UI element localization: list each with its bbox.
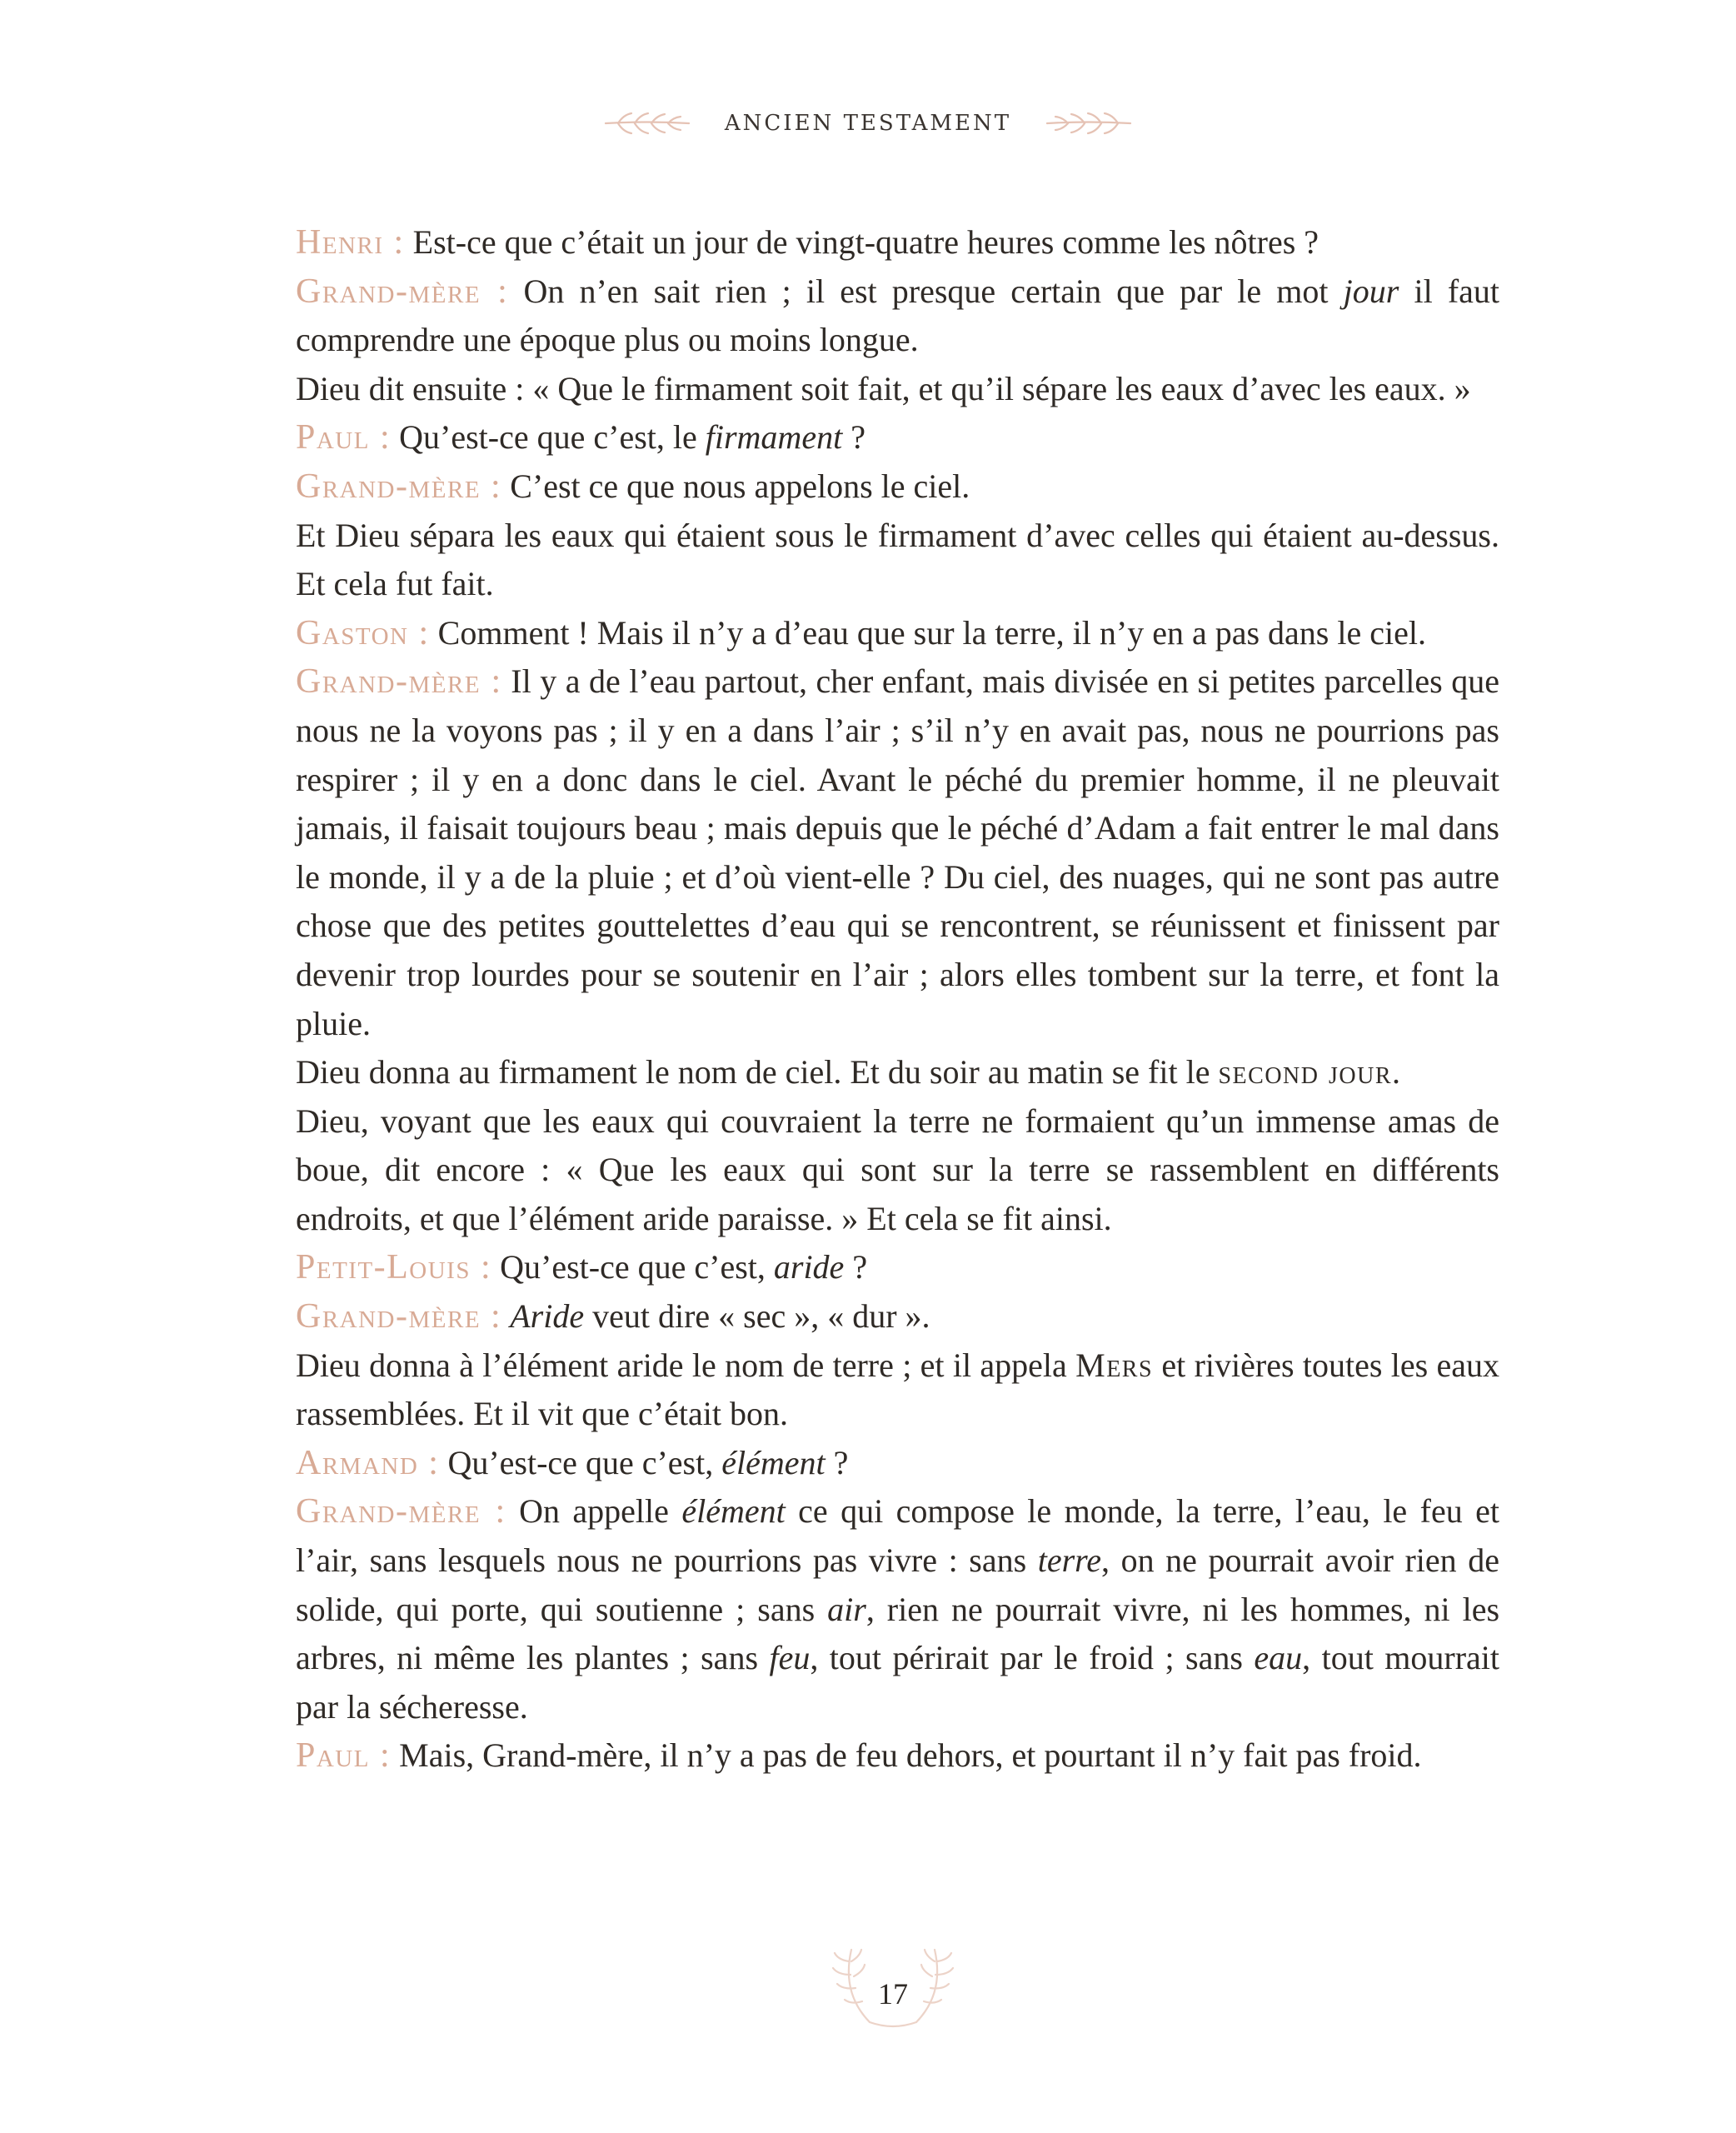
speaker-name: Paul : <box>296 1736 392 1776</box>
italic-term: aride <box>773 1248 845 1286</box>
text-segment: Qu’est-ce que c’est, le <box>391 418 706 457</box>
dialogue-text-block <box>296 218 1499 1781</box>
italic-term: air <box>827 1590 866 1628</box>
dialogue-line <box>296 413 1499 462</box>
narration-paragraph <box>296 365 1499 414</box>
text-segment: On n’en sait rien ; il est presque certain que par le mot <box>508 272 1344 310</box>
text-segment: . <box>1392 1053 1400 1091</box>
dialogue-line <box>296 1439 1499 1488</box>
dialogue-line <box>296 657 1499 1048</box>
text-segment: , rien ne pourrait vivre, ni les hommes, ni les arbres, ni même les plantes ; sans <box>296 1590 1500 1677</box>
dialogue-line <box>296 267 1499 365</box>
text-segment: On appelle <box>506 1492 682 1531</box>
speaker-name: Grand-mère : <box>296 1492 506 1531</box>
italic-term: terre <box>1037 1541 1102 1580</box>
speaker-name: Grand-mère : <box>296 1297 502 1336</box>
text-segment: Comment ! Mais il n’y a d’eau que sur la terre, il n’y en a pas dans le ciel. <box>429 613 1426 652</box>
leaf-sprig-left-icon <box>601 107 693 140</box>
italic-term: feu <box>769 1639 811 1677</box>
narration-paragraph <box>296 1341 1499 1439</box>
text-segment: , tout mourrait par la sécheresse. <box>296 1639 1500 1726</box>
dialogue-line <box>296 462 1499 512</box>
dialogue-line <box>296 1731 1499 1781</box>
text-segment: , on ne pourrait avoir rien de solide, qui porte, qui soutienne ; sans <box>296 1541 1499 1628</box>
text-segment: Est-ce que c’était un jour de vingt-quatre heures comme les nôtres ? <box>404 223 1319 261</box>
text-segment: Dieu, voyant que les eaux qui couvraient la terre ne formaient qu’un immense amas de boue, dit encore : « Que les eaux qui sont sur la terre se rassemblent en différents endroits, et que l’élément aride paraisse. » Et cela se fit ainsi. <box>296 1101 1499 1237</box>
text-segment <box>501 1297 510 1335</box>
text-segment: il faut comprendre une époque plus ou moins longue. <box>296 272 1500 359</box>
speaker-name: Grand-mère : <box>296 467 502 506</box>
text-segment: Dieu donna au firmament le nom de ciel. Et du soir au matin se fit le <box>296 1053 1219 1091</box>
speaker-name: Gaston : <box>296 613 430 652</box>
narration-paragraph <box>296 1048 1499 1097</box>
text-segment: Il y a de l’eau partout, cher enfant, mais divisée en si petites parcelles que nous ne la voyons pas ; il y en a dans l’air ; s’il n’y en avait pas, nous ne pourrions pas respirer ; il y en a donc dans le ciel. Avant le péché du premier homme, il ne pleuvait jamais, il faisait toujours beau ; mais depuis que le péché d’Adam a fait entrer le mal dans le monde, il y a de la pluie ; et d’où vient-elle ? Du ciel, des nuages, qui ne sont pas autre chose que des petites gouttelettes d’eau qui se rencontrent, se réunissent et finissent par devenir trop lourdes pour se soutenir en l’air ; alors elles tombent sur la terre, et font la pluie. <box>296 662 1499 1042</box>
text-segment: Et Dieu sépara les eaux qui étaient sous le firmament d’avec celles qui étaient au-dessus. Et cela fut fait. <box>296 516 1499 603</box>
italic-term: Aride <box>510 1297 585 1336</box>
text-segment: ce qui compose le monde, la terre, l’eau, le feu et l’air, sans lesquels nous ne pourrions pas vivre : sans <box>296 1492 1500 1580</box>
speaker-name: Grand-mère : <box>296 272 509 311</box>
speaker-name: Armand : <box>296 1443 440 1482</box>
dialogue-line <box>296 1487 1499 1731</box>
speaker-name: Henri : <box>296 223 405 262</box>
text-segment: veut dire « sec », « dur ». <box>584 1297 930 1336</box>
dialogue-line <box>296 609 1499 658</box>
text-segment: , tout périrait par le froid ; sans <box>810 1639 1255 1677</box>
dialogue-line <box>296 1243 1499 1292</box>
text-segment: Qu’est-ce que c’est, <box>439 1443 722 1481</box>
text-segment: ? <box>842 418 866 457</box>
italic-term: jour <box>1343 272 1399 310</box>
italic-term: firmament <box>705 418 843 457</box>
text-segment: ? <box>825 1443 849 1481</box>
text-segment: Dieu dit ensuite : « Que le firmament soit fait, et qu’il sépare les eaux d’avec les eaux. » <box>296 369 1471 407</box>
small-caps-term: Mers <box>1075 1346 1154 1384</box>
italic-term: eau <box>1254 1639 1303 1677</box>
italic-term: élément <box>721 1443 826 1481</box>
running-header-title: ANCIEN TESTAMENT <box>724 111 1012 136</box>
speaker-name: Grand-mère : <box>296 662 502 702</box>
dialogue-line <box>296 218 1499 267</box>
page-number: 17 <box>878 1977 908 2011</box>
narration-paragraph <box>296 512 1499 609</box>
text-segment: Qu’est-ce que c’est, <box>491 1248 774 1286</box>
narration-paragraph <box>296 1097 1499 1244</box>
text-segment: ? <box>844 1248 868 1286</box>
running-header <box>0 98 1736 148</box>
dialogue-line <box>296 1292 1499 1341</box>
speaker-name: Paul : <box>296 418 392 457</box>
speaker-name: Petit-Louis : <box>296 1248 492 1287</box>
text-segment: C’est ce que nous appelons le ciel. <box>501 467 970 505</box>
small-caps-term: second jour <box>1218 1053 1392 1091</box>
text-segment: Mais, Grand-mère, il n’y a pas de feu dehors, et pourtant il n’y fait pas froid. <box>391 1736 1422 1775</box>
text-segment: Dieu donna à l’élément aride le nom de terre ; et il appela <box>296 1346 1076 1384</box>
leaf-sprig-right-icon <box>1043 107 1135 140</box>
page-footer <box>826 1935 960 2035</box>
text-segment: et rivières toutes les eaux rassemblées. Et il vit que c’était bon. <box>296 1346 1499 1433</box>
italic-term: élément <box>681 1492 786 1531</box>
